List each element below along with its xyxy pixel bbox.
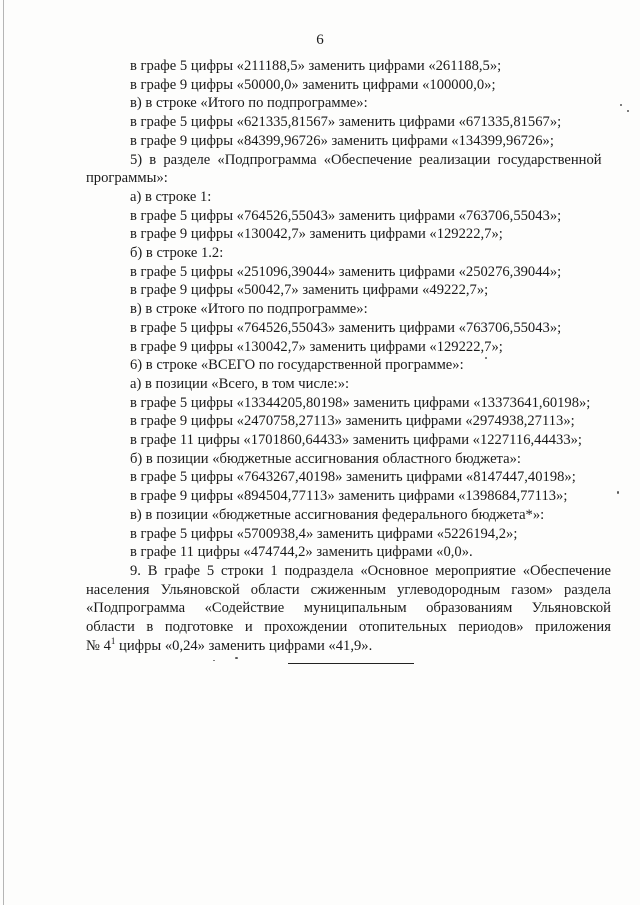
scan-speck (617, 491, 619, 494)
text-line: в графе 11 цифры «1701860,64433» заменить цифрами «1227116,44433»; (130, 432, 582, 449)
text-line: в графе 5 цифры «251096,39044» заменить цифрами «250276,39044»; (130, 263, 562, 280)
word: и (244, 619, 253, 636)
word: области (86, 619, 135, 636)
text-line: в графе 5 цифры «211188,5» заменить цифрами «261188,5»; (130, 58, 502, 74)
page-number: 6 (316, 32, 324, 48)
word: строки (221, 562, 264, 579)
word: Ульяновской (160, 581, 240, 598)
text-line: в графе 9 цифры «130042,7» заменить цифрами «129222,7»; (130, 338, 503, 355)
word: 1 (270, 562, 278, 579)
word: «Основное (360, 562, 429, 579)
text-line: в) в строке «Итого по подпрограмме»: (130, 301, 368, 318)
text-line: б) в позиции «бюджетные ассигнования областного бюджета»: (130, 450, 521, 467)
scan-speck (620, 104, 622, 106)
word: 9. (130, 562, 141, 579)
word: подготовке (164, 619, 234, 636)
text-line: б) в строке 1.2: (130, 245, 224, 262)
item9-line-4 (86, 618, 611, 637)
word: углеводородным (397, 581, 501, 598)
scan-speck (485, 357, 487, 359)
word: муниципальным (303, 600, 407, 617)
text-line: в графе 5 цифры «621335,81567» заменить цифрами «671335,81567»; (130, 114, 562, 131)
scan-left-edge (3, 0, 4, 905)
word: «Обеспечение (522, 562, 611, 579)
word: населения (86, 581, 150, 598)
word: раздела (564, 581, 611, 598)
scan-speck (235, 657, 238, 659)
appendix-number: № 4 (86, 637, 111, 654)
word: мероприятие (435, 562, 516, 579)
word: Ульяновской (531, 600, 611, 617)
text-line: в графе 9 цифры «50000,0» заменить цифрами «100000,0»; (130, 76, 496, 93)
word: подраздела (284, 562, 354, 579)
text-line: 5) в разделе «Подпрограмма «Обеспечение реализации государственной (130, 151, 602, 168)
word: графе (164, 562, 201, 579)
text-line: в графе 5 цифры «764526,55043» заменить цифрами «763706,55043»; (130, 207, 562, 224)
item9-line-2 (86, 581, 611, 600)
text-line: в графе 5 цифры «5700938,4» заменить цифрами «5226194,2»; (130, 525, 518, 542)
word: сжиженным (310, 581, 387, 598)
word: области (250, 581, 300, 598)
text-line: в графе 9 цифры «84399,96726» заменить цифрами «134399,96726»; (130, 132, 554, 149)
text-line: в) в позиции «бюджетные ассигнования федерального бюджета*»: (130, 506, 545, 523)
word: в (146, 619, 154, 636)
word: газом» (511, 581, 553, 598)
document-body (86, 57, 611, 656)
word: образованиям (426, 600, 513, 617)
scan-speck (213, 660, 215, 661)
text-line: в графе 5 цифры «13344205,80198» заменить цифрами «13373641,60198»; (130, 394, 591, 411)
text-line: в графе 9 цифры «894504,77113» заменить цифрами «1398684,77113»; (130, 488, 568, 505)
scan-speck (627, 110, 629, 112)
word: «Содействие (204, 600, 285, 617)
closing-rule (288, 663, 414, 664)
text-line: в графе 11 цифры «474744,2» заменить цифрами «0,0». (130, 544, 473, 561)
text-line: в графе 9 цифры «130042,7» заменить цифрами «129222,7»; (130, 226, 503, 243)
word: 5 (206, 562, 215, 579)
text-line: в графе 5 цифры «7643267,40198» заменить цифрами «8147447,40198»; (130, 469, 576, 486)
word: «Подпрограмма (86, 600, 186, 617)
word: периодов» (458, 619, 524, 636)
text-line: 6) в строке «ВСЕГО по государственной программе»: (130, 357, 464, 374)
appendix-superscript: 1 (110, 635, 116, 646)
text-fragment: цифры «0,24» заменить цифрами «41,9». (115, 637, 373, 654)
text-line: в графе 9 цифры «2470758,27113» заменить цифрами «2974938,27113»; (130, 413, 575, 430)
text-line: в графе 5 цифры «764526,55043» заменить цифрами «763706,55043»; (130, 319, 562, 336)
item9-line-5 (86, 637, 611, 656)
text-line: а) в строке 1: (130, 188, 212, 205)
item9-line-3 (86, 599, 611, 618)
text-line: в) в строке «Итого по подпрограмме»: (130, 95, 368, 112)
text-line: а) в позиции «Всего, в том числе:»: (130, 375, 350, 392)
section-5-heading-line (86, 151, 611, 170)
word: приложения (535, 619, 611, 636)
word: прохождении (264, 619, 348, 636)
text-line: в графе 9 цифры «50042,7» заменить цифрами «49222,7»; (130, 282, 489, 299)
word: В (147, 562, 158, 579)
word: отопительных (358, 619, 447, 636)
item9-line-1 (86, 562, 611, 581)
text-line: программы»: (86, 170, 168, 187)
